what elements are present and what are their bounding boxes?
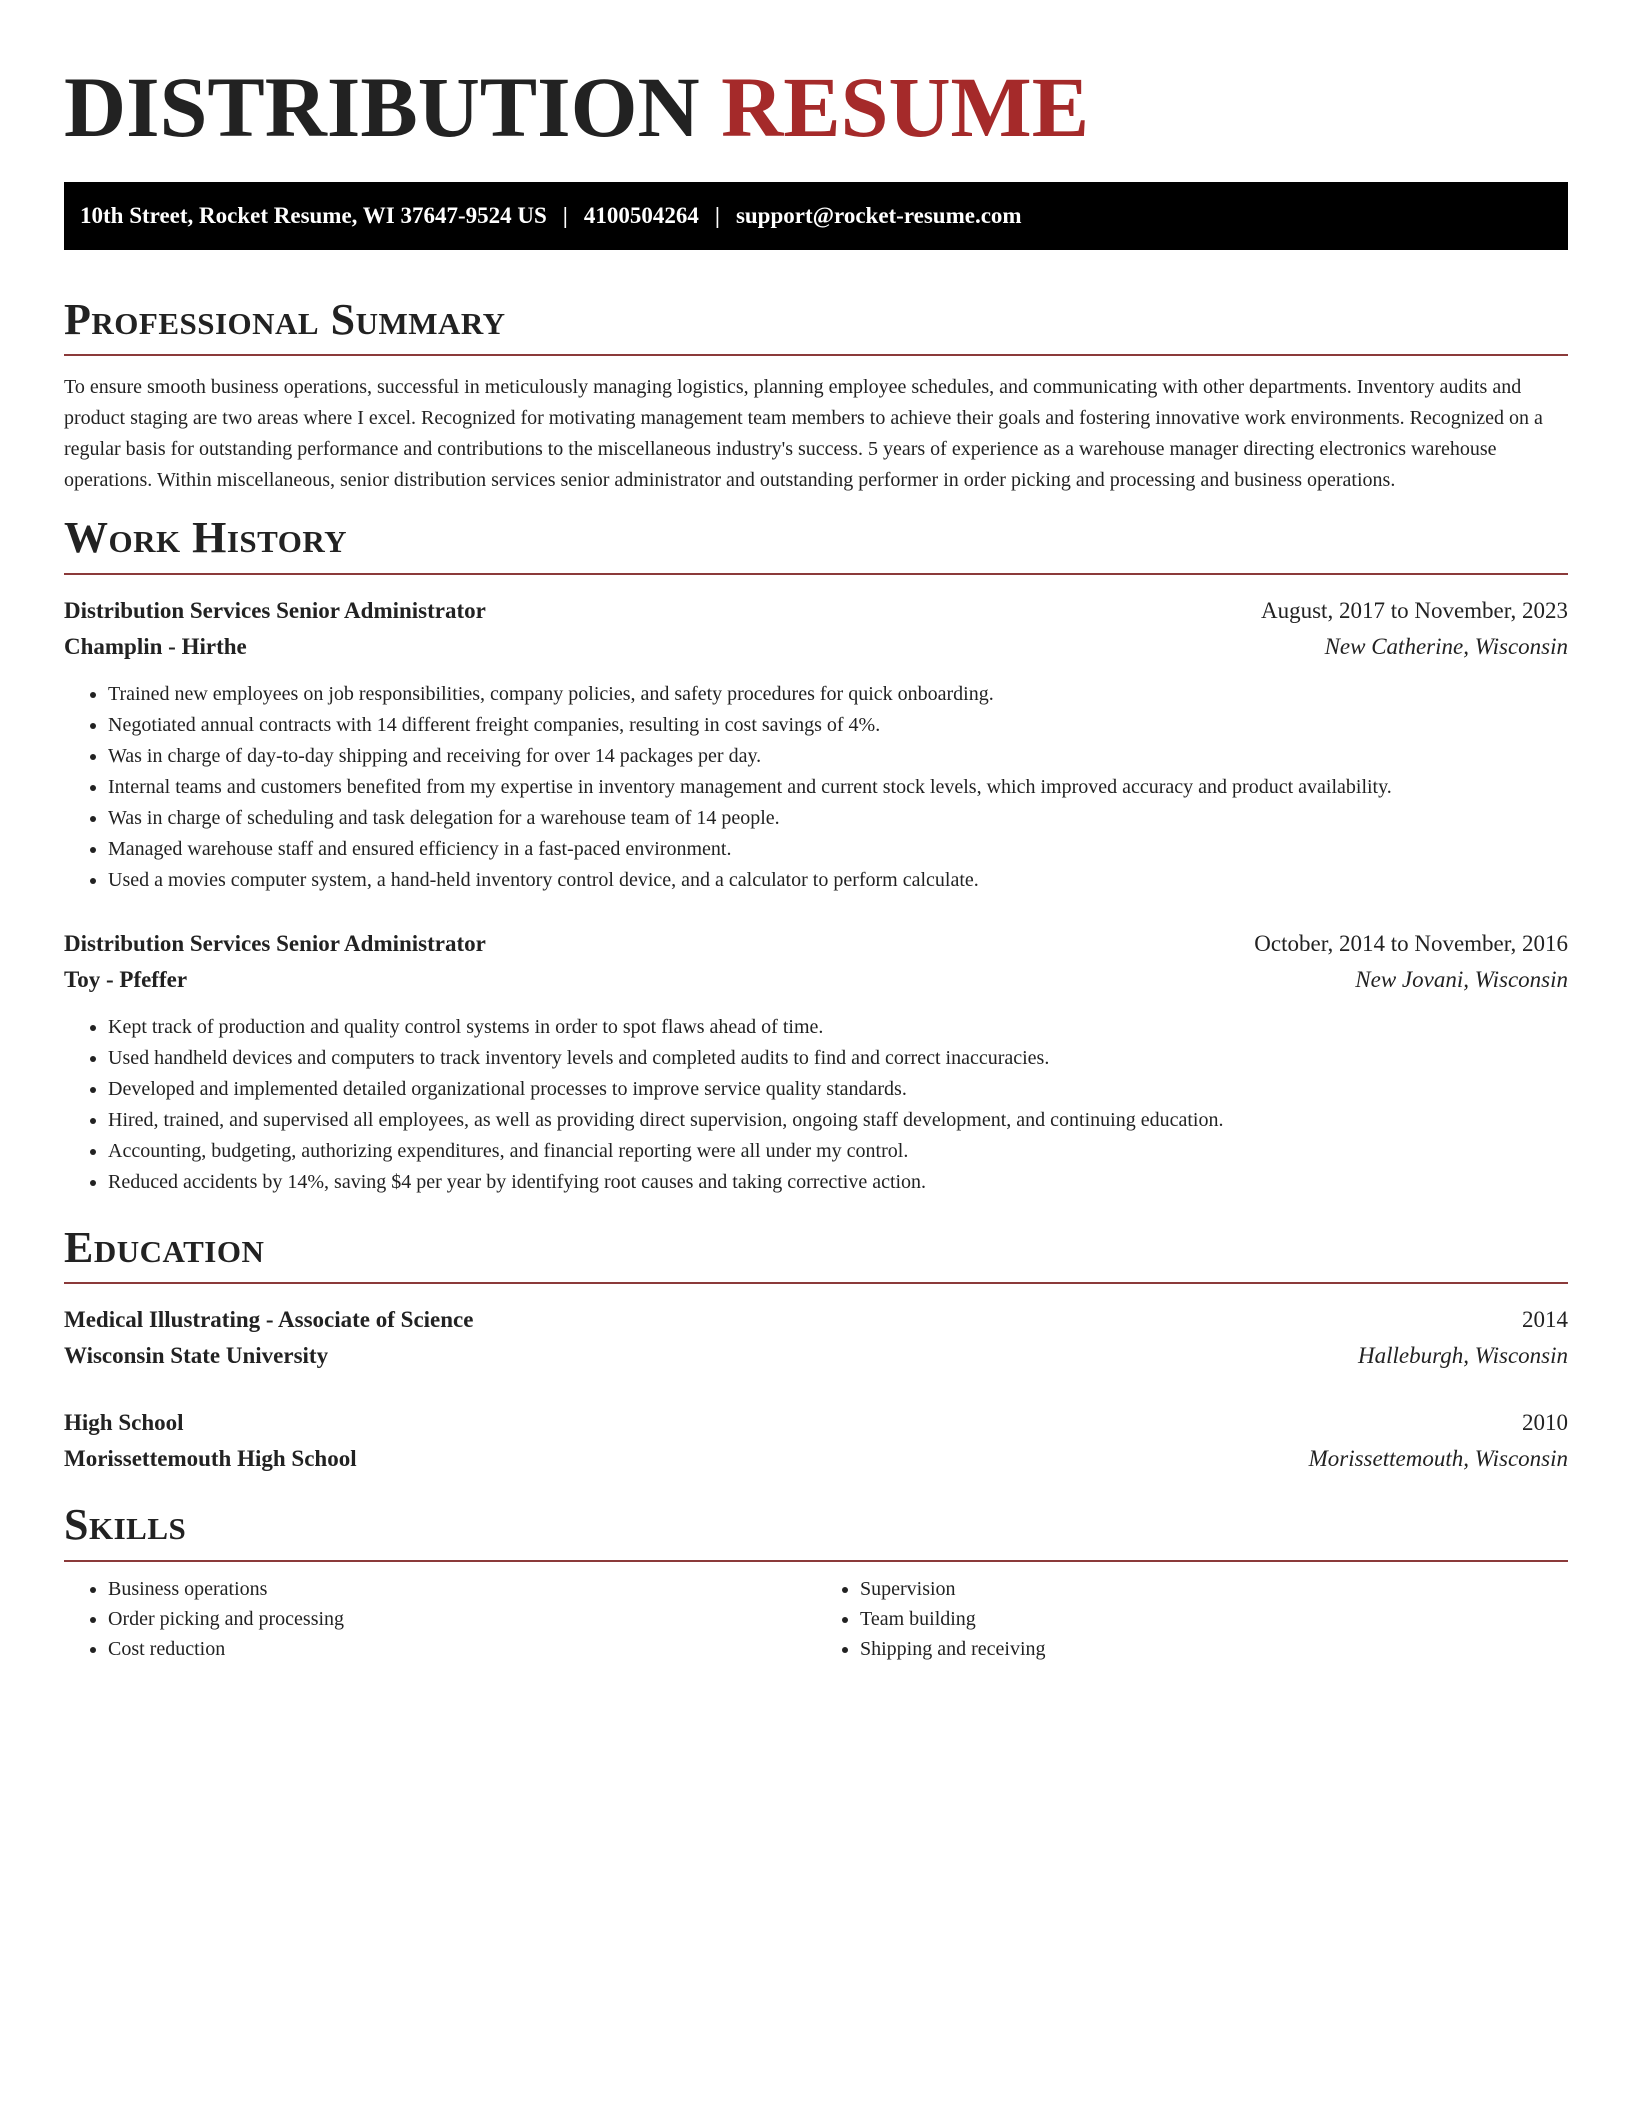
job-entry (64, 926, 1568, 1198)
contact-separator: | (562, 203, 568, 228)
job-location: New Jovani, Wisconsin (1355, 966, 1568, 992)
skills-list-right (816, 1574, 1568, 1664)
education-year: 2010 (1522, 1410, 1568, 1436)
list-item: • Shipping and receiving (860, 1634, 1568, 1664)
summary-heading: Professional Summary (64, 295, 506, 344)
list-item: • Business operations (108, 1574, 816, 1604)
contact-phone: 4100504264 (583, 203, 699, 228)
job-bullets (64, 679, 1568, 896)
list-item: • Internal teams and customers benefited from my expertise in inventory management and current stock levels, which improved accuracy and product availability. (108, 772, 1568, 803)
list-item: • Hired, trained, and supervised all employees, as well as providing direct supervision, ongoing staff development, and continuing education. (108, 1105, 1568, 1136)
skills-heading: Skills (64, 1500, 187, 1550)
job-company-row (64, 629, 1568, 665)
education-year: 2014 (1522, 1307, 1568, 1333)
education-school-row (64, 1338, 1568, 1374)
education-section (64, 1224, 1568, 1477)
education-location: Halleburgh, Wisconsin (1358, 1343, 1568, 1369)
job-dates: October, 2014 to November, 2016 (1254, 930, 1568, 956)
education-degree-row (64, 1302, 1568, 1338)
section-divider (64, 354, 1568, 356)
job-company: Toy - Pfeffer (64, 966, 188, 992)
list-item: • Kept track of production and quality control systems in order to spot flaws ahead of time. (108, 1012, 1568, 1043)
skills-list-left (64, 1574, 816, 1664)
education-degree: Medical Illustrating - Associate of Science (64, 1307, 474, 1333)
education-school: Morissettemouth High School (64, 1446, 357, 1472)
list-item: • Managed warehouse staff and ensured efficiency in a fast-paced environment. (108, 834, 1568, 865)
list-item: • Was in charge of day-to-day shipping and receiving for over 14 packages per day. (108, 741, 1568, 772)
job-entry (64, 593, 1568, 896)
list-item: • Trained new employees on job responsibilities, company policies, and safety procedures for quick onboarding. (108, 679, 1568, 710)
list-item: • Reduced accidents by 14%, saving $4 per year by identifying root causes and taking corrective action. (108, 1167, 1568, 1198)
education-degree: High School (64, 1410, 184, 1436)
skills-section (64, 1501, 1568, 1663)
job-company-row (64, 962, 1568, 998)
contact-bar (64, 182, 1568, 250)
list-item: • Negotiated annual contracts with 14 different freight companies, resulting in cost savings of 4%. (108, 710, 1568, 741)
contact-address: 10th Street, Rocket Resume, WI 37647-9524 US (80, 203, 547, 228)
education-entry (64, 1302, 1568, 1374)
job-header-row (64, 926, 1568, 962)
education-heading: Education (64, 1222, 265, 1272)
job-location: New Catherine, Wisconsin (1324, 633, 1568, 659)
list-item: • Used a movies computer system, a hand-held inventory control device, and a calculator to perform calculate. (108, 865, 1568, 896)
summary-text: To ensure smooth business operations, successful in meticulously managing logistics, planning employee schedules, and communicating with other departments. Inventory audits and product staging are two areas where I excel. Recognized for motivating management team members to achieve their goals and fostering innovative work environments. Recognized on a regular basis for outstanding performance and contributions to the miscellaneous industry's success. 5 years of experience as a warehouse manager directing electronics warehouse operations. Within miscellaneous, senior distribution services senior administrator and outstanding performer in order picking and processing and business operations. (64, 376, 1543, 492)
list-item: • Team building (860, 1604, 1568, 1634)
work-section (64, 514, 1568, 1197)
job-bullets (64, 1012, 1568, 1198)
education-school-row (64, 1441, 1568, 1477)
list-item: • Cost reduction (108, 1634, 816, 1664)
section-divider (64, 573, 1568, 575)
list-item: • Accounting, budgeting, authorizing expenditures, and financial reporting were all under my control. (108, 1136, 1568, 1167)
resume-title (64, 59, 1568, 155)
list-item: • Was in charge of scheduling and task delegation for a warehouse team of 14 people. (108, 803, 1568, 834)
work-heading: Work History (64, 513, 348, 563)
job-title: Distribution Services Senior Administrator (64, 930, 486, 956)
title-accent: RESUME (721, 59, 1090, 155)
education-degree-row (64, 1405, 1568, 1441)
skills-columns (64, 1574, 1568, 1664)
job-company: Champlin - Hirthe (64, 633, 247, 659)
section-divider (64, 1560, 1568, 1562)
section-divider (64, 1282, 1568, 1284)
education-location: Morissettemouth, Wisconsin (1308, 1446, 1568, 1472)
summary-section (64, 296, 1568, 496)
list-item: • Developed and implemented detailed organizational processes to improve service quality standards. (108, 1074, 1568, 1105)
job-dates: August, 2017 to November, 2023 (1261, 597, 1568, 623)
contact-email[interactable]: support@rocket-resume.com (735, 203, 1022, 228)
education-school: Wisconsin State University (64, 1343, 329, 1369)
list-item: • Supervision (860, 1574, 1568, 1604)
job-title: Distribution Services Senior Administrator (64, 597, 486, 623)
education-entry (64, 1405, 1568, 1477)
title-main: DISTRIBUTION (64, 59, 700, 155)
list-item: • Used handheld devices and computers to track inventory levels and completed audits to find and correct inaccuracies. (108, 1043, 1568, 1074)
list-item: • Order picking and processing (108, 1604, 816, 1634)
contact-separator: | (714, 203, 720, 228)
job-header-row (64, 593, 1568, 629)
